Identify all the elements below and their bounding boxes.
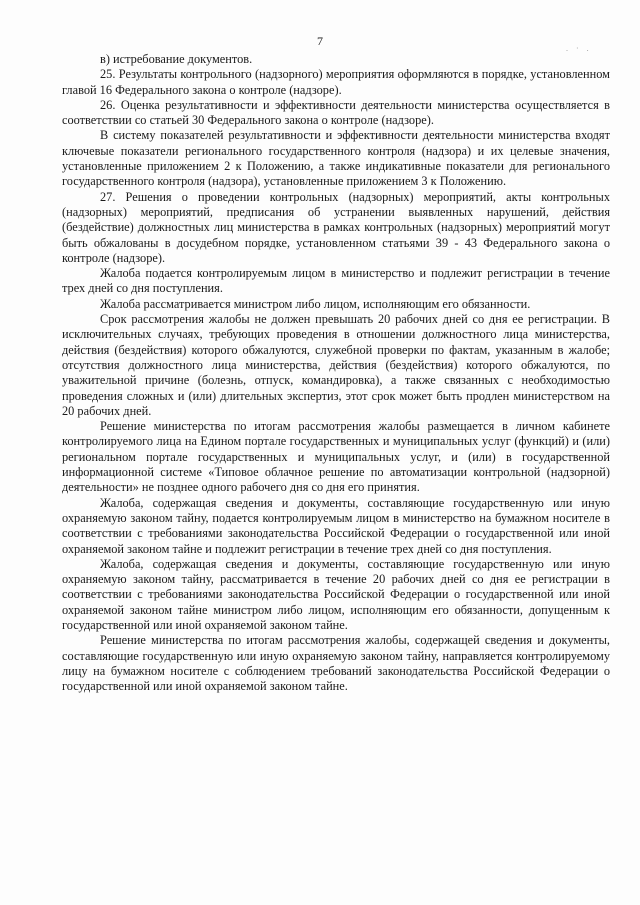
paragraph-item-25: 25. Результаты контрольного (надзорного) мероприятия оформляются в порядке, установленном главой 16 Федерального закона о контроле (надзоре). [62,67,610,97]
paragraph-decision-publication: Решение министерства по итогам рассмотрения жалобы размещается в личном кабинете контролируемого лица на Едином портале государственных и муниципальных услуг (функций) и (или) региональном портале государственных и муниципальных услуг, и (или) в государственной информационной системе «Типовое облачное решение по автоматизации контрольной (надзорной) деятельности» не позднее одного рабочего дня со дня его принятия. [62,419,610,495]
paragraph-subitem-v: в) истребование документов. [100,52,253,66]
paragraph-secret-complaint-review: Жалоба, содержащая сведения и документы, составляющие государственную или иную охраняемую законом тайну, рассматривается в течение 20 рабочих дней со дня ее регистрации в соответствии с требованиями законодательства Российской Федерации о государственной или иной охраняемой законом тайне министром либо лицом, исполняющим его обязанности, допущенным к государственной или иной охраняемой законом тайне. [62,556,610,632]
paragraph-review-term: Срок рассмотрения жалобы не должен превышать 20 рабочих дней со дня ее регистрации. В исключительных случаях, требующих проведения в отношении должностного лица министерства, действия (бездействия) которого обжалуются, служебной проверки по фактам, указанным в жалобе; отсутствия должностного лица министерства, действия (бездействия) которого обжалуются, по уважительной причине (болезнь, отпуск, командировка), а также связанных с необходимостью проведения сложных и (или) длительных экспертиз, этот срок может быть продлен министерством на 20 рабочих дней. [62,312,610,418]
document-body [62,52,610,694]
paragraph-item-27: 27. Решения о проведении контрольных (надзорных) мероприятий, акты контрольных (надзорных) мероприятий, предписания об устранении выявленных нарушений, действия (бездействие) должностных лиц министерства в рамках контрольных (надзорных) мероприятий могут быть обжалованы в досудебном порядке, установленном статьями 39 - 43 Федерального закона о контроле (надзоре). [62,189,610,265]
scan-artifact-dots: . · . [566,44,592,53]
paragraph-secret-decision-delivery: Решение министерства по итогам рассмотрения жалобы, содержащей сведения и документы, составляющие государственную или иную охраняемую законом тайну, направляется контролируемому лицу на бумажном носителе с соблюдением требований законодательства Российской Федерации о государственной или иной охраняемой законом тайне. [62,633,610,694]
paragraph-complaint-filing: Жалоба подается контролируемым лицом в министерство и подлежит регистрации в течение трех дней со дня поступления. [62,266,610,296]
page-number: 7 [317,34,323,48]
paragraph-secret-complaint-filing: Жалоба, содержащая сведения и документы, составляющие государственную или иную охраняемую законом тайну, подается контролируемым лицом в министерство на бумажном носителе в соответствии с требованиями законодательства Российской Федерации о государственной или иной охраняемой законом тайне и подлежит регистрации в течение трех дней со дня поступления. [62,495,610,556]
paragraph-indicators-system: В систему показателей результативности и эффективности деятельности министерства входят ключевые показатели регионального государственного контроля (надзора) и их целевые значения, установленные приложением 2 к Положению, а также индикативные показатели для регионального государственного контроля (надзора), установленные приложением 3 к Положению. [62,128,610,189]
paragraph-complaint-review: Жалоба рассматривается министром либо лицом, исполняющим его обязанности. [100,296,531,311]
paragraph-item-26: 26. Оценка результативности и эффективности деятельности министерства осуществляется в соответствии со статьей 30 Федерального закона о контроле (надзоре). [62,97,610,128]
